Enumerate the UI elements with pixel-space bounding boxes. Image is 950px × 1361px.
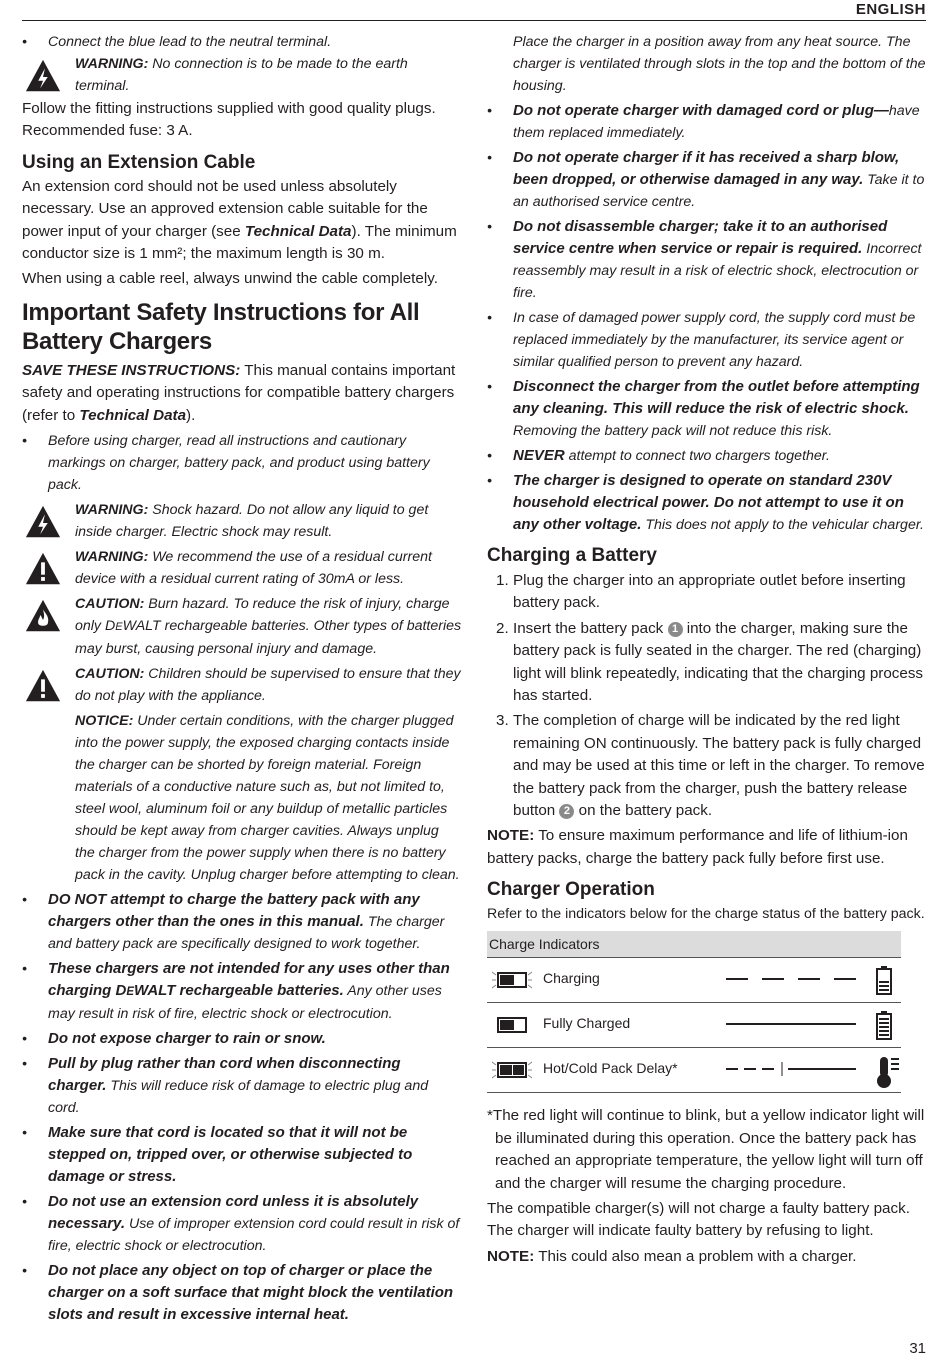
footnote-text: *The red light will continue to blink, but a yellow indicator light will be illuminated during this operation. Once the battery pack has reached an appropriate temperature, the yellow light will turn off and the charger will resume the charging procedure.	[487, 1107, 925, 1192]
bullet-blue-lead: • Connect the blue lead to the neutral terminal.	[22, 34, 332, 50]
step-2: 2. Insert the battery pack 1 into the charger, making sure the battery pack is fully seated in the charger. The red (charging) light will blink repeatedly, indicating that the charging process has started.	[496, 619, 924, 705]
step-3: 3. The completion of charge will be indicated by the red light remaining ON continuously. The battery pack is fully charged and may be used at this time or left in the charger. To remove the battery pack from the charger, push the battery release button 2 on the battery pack.	[496, 712, 925, 820]
solid-pattern	[724, 1017, 859, 1031]
notice-block: NOTICE: Under certain conditions, with the charger plugged into the power supply, the exposed charging contacts inside the charger can be shorted by foreign material. Foreign materials of a conductive nature such as, but not limited to, steel wool, aluminum foil or any buildup of metallic particles should be kept away from charger cavities. Always unplug the charger from the power supply when there is no battery pack in the cavity. Unplug charger before attempting to clean.	[75, 713, 460, 884]
bullet-supply-cord: • In case of damaged power supply cord, the supply cord must be replaced immediately by the manufacturer, its service agent or similar qualified person to prevent any hazard.	[487, 310, 916, 370]
table-row-charging: Charging	[487, 957, 901, 1003]
bullet-rain: • Do not expose charger to rain or snow.	[22, 1030, 326, 1048]
electric-shock-warning-icon	[24, 57, 62, 95]
warning-earth: WARNING: No connection is to be made to the earth terminal.	[22, 53, 462, 97]
charger-operation-heading: Charger Operation	[487, 879, 655, 901]
charging-indicator-icon	[492, 970, 532, 990]
thermometer-status-icon	[875, 1055, 901, 1089]
bullet-not-intended: • These chargers are not intended for any uses other than charging DEWALT rechargeable batteries. Any other uses may result in risk of fire, electric shock or electrocution.	[22, 960, 450, 1023]
blinking-pattern	[724, 972, 859, 986]
caution-burn: CAUTION: Burn hazard. To reduce the risk of injury, charge only DEWALT rechargeable batteries. Other types of batteries may burst, causing personal injury and damage.	[22, 593, 462, 660]
charging-heading: Charging a Battery	[487, 545, 657, 566]
bullet-pull-plug: • Pull by plug rather than cord when disconnecting charger. This will reduce risk of damage to electric plug and cord.	[22, 1055, 429, 1117]
safety-instructions-heading: Important Safety Instructions for All Battery Chargers	[22, 298, 420, 355]
table-row-hot-cold-delay: Hot/Cold Pack Delay*	[487, 1048, 901, 1093]
fire-hazard-icon	[24, 597, 62, 635]
warning-shock: WARNING: Shock hazard. Do not allow any liquid to get inside charger. Electric shock may result.	[22, 499, 462, 543]
warning-rcd: WARNING: We recommend the use of a residual current device with a residual current rating of 30mA or less.	[22, 546, 462, 590]
right-column	[487, 31, 927, 1268]
bullet-other-chargers: • DO NOT attempt to charge the battery pack with any chargers other than the ones in this manual. The charger and battery pack are specifically designed to work together.	[22, 891, 445, 953]
bullet-never: • NEVER attempt to connect two chargers together.	[487, 447, 830, 464]
callout-badge: 1	[668, 622, 683, 637]
bullet-before-using: • Before using charger, read all instructions and cautionary markings on charger, battery pack, and product using battery pack.	[22, 433, 430, 494]
caution-children: CAUTION: Children should be supervised to ensure that they do not play with the appliance.	[22, 663, 462, 707]
placement-text: Place the charger in a position away from any heat source. The charger is ventilated through slots in the top and the bottom of the housing.	[513, 34, 926, 94]
blink-then-solid-pattern	[724, 1062, 859, 1076]
save-instructions-text: SAVE THESE INSTRUCTIONS: This manual contains important safety and operating instructions for compatible battery chargers (refer to Technical Data).	[22, 361, 456, 424]
bullet-extension-cord: • Do not use an extension cord unless it is absolutely necessary. Use of improper extension cord could result in risk of fire, electric shock or electrocution.	[22, 1193, 460, 1255]
step-1: 1. Plug the charger into an appropriate outlet before inserting battery pack.	[496, 572, 906, 612]
cable-reel-text: When using a cable reel, always unwind the cable completely.	[22, 270, 438, 288]
header-rule	[22, 20, 926, 21]
electric-shock-warning-icon	[24, 503, 62, 541]
bullet-damaged-cord: • Do not operate charger with damaged cord or plug—have them replaced immediately.	[487, 102, 920, 141]
left-column	[22, 31, 462, 1326]
page-number: 31	[909, 1340, 926, 1357]
fitting-instructions: Follow the fitting instructions supplied with good quality plugs. Recommended fuse: 3 A.	[22, 100, 436, 140]
language-label: ENGLISH	[855, 1, 926, 18]
callout-badge: 2	[559, 804, 574, 819]
note-first-use: NOTE: To ensure maximum performance and life of lithium-ion battery packs, charge the battery pack fully before first use.	[487, 827, 908, 867]
bullet-object-top: • Do not place any object on top of charger or place the charger on a soft surface that might block the ventilation slots and result in excessive internal heat.	[22, 1262, 454, 1324]
extension-cable-text: An extension cord should not be used unless absolutely necessary. Use an approved extension cable suitable for the power input of your charger (see Technical Data). The minimum conductor size is 1 mm²; the maximum length is 30 m.	[22, 177, 457, 263]
bullet-sharp-blow: • Do not operate charger if it has received a sharp blow, been dropped, or otherwise damaged in any way. Take it to an authorised service centre.	[487, 149, 925, 210]
hot-cold-indicator-icon	[492, 1060, 532, 1080]
note-charger-problem: NOTE: This could also mean a problem with a charger.	[487, 1247, 857, 1265]
extension-cable-heading: Using an Extension Cable	[22, 151, 256, 173]
bullet-cord-located: • Make sure that cord is located so that it will not be stepped on, tripped over, or otherwise subjected to damage or stress.	[22, 1124, 413, 1186]
bullet-230v: • The charger is designed to operate on standard 230V household electrical power. Do not attempt to use it on any other voltage. This does not apply to the vehicular charger.	[487, 472, 924, 533]
bullet-disassemble: • Do not disassemble charger; take it to an authorised service centre when service or repair is required. Incorrect reassembly may result in a risk of electric shock, electrocution or fire.	[487, 218, 922, 301]
battery-full-status-icon	[875, 1010, 893, 1040]
bullet-disconnect: • Disconnect the charger from the outlet before attempting any cleaning. This will reduce the risk of electric shock. Removing the battery pack will not reduce this risk.	[487, 378, 920, 439]
battery-charging-status-icon	[875, 965, 893, 995]
charge-indicators-table	[487, 931, 901, 1093]
faulty-pack-text: The compatible charger(s) will not charge a faulty battery pack. The charger will indicate faulty battery by refusing to light.	[487, 1199, 910, 1240]
operation-text: Refer to the indicators below for the charge status of the battery pack.	[487, 906, 925, 923]
general-warning-icon	[24, 667, 62, 705]
charged-indicator-icon	[492, 1015, 532, 1035]
table-header: Charge Indicators	[487, 931, 901, 957]
general-warning-icon	[24, 550, 62, 588]
table-row-fully-charged: Fully Charged	[487, 1003, 901, 1048]
